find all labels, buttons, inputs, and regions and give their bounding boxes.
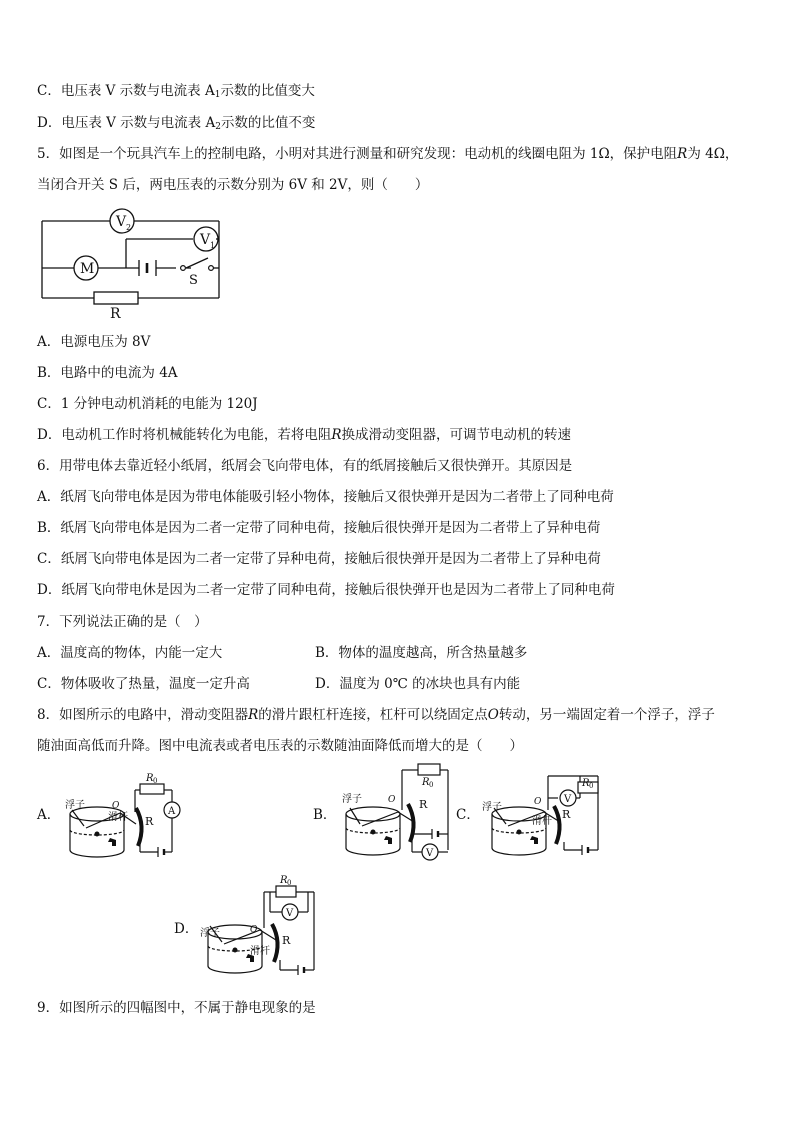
q8-diagram-d	[196, 874, 326, 982]
q7-option-a: A．温度高的物体，内能一定大	[37, 645, 223, 661]
q5-stem-line1: 5．如图是一个玩具汽车上的控制电路，小明对其进行测量和研究发现：电动机的线圈电阻为 1Ω，保护电阻R为 4Ω，	[37, 146, 739, 162]
v2-label: V	[116, 214, 127, 230]
q7-option-d: D．温度为 0℃ 的冰块也具有内能	[315, 676, 521, 692]
q5-option-d: D．电动机工作时将机械能转化为电能，若将电阻R换成滑动变阻器，可调节电动机的转速	[37, 427, 571, 443]
q5-option-b: B．电路中的电流为 4A	[37, 365, 178, 381]
voltmeter-label: V	[426, 848, 434, 859]
v2-sub: 2	[126, 223, 132, 232]
r0-sub: 0	[287, 879, 292, 887]
q6-option-c: C．纸屑飞向带电体是因为二者一定带了异种电荷，接触后很快弹开是因为二者带上了异种电荷	[37, 551, 601, 567]
r0-sub: 0	[429, 781, 434, 789]
r0-sub: 0	[589, 782, 594, 790]
q5-option-c: C．1 分钟电动机消耗的电能为 120J	[37, 396, 258, 412]
float-label: 浮子	[342, 794, 362, 805]
rheostat-label: R	[562, 808, 571, 821]
voltmeter-label: V	[564, 794, 572, 805]
r0-label: R	[422, 777, 430, 788]
q9-stem: 9．如图所示的四幅图中，不属于静电现象的是	[37, 1000, 316, 1016]
q6-stem: 6．用带电体去靠近轻小纸屑，纸屑会飞向带电体，有的纸屑接触后又很快弹开。其原因是	[37, 458, 573, 474]
q4-option-d: D．电压表 V 示数与电流表 $A_2$示数的比值不变	[37, 115, 316, 132]
r0-sub: 0	[153, 777, 158, 785]
q5-circuit-diagram	[36, 204, 232, 322]
rheostat-label: R	[282, 934, 291, 947]
q7-option-c: C．物体吸收了热量，温度一定升高	[37, 676, 250, 692]
resistor-label: R	[110, 306, 121, 322]
q8-stem-line2: 随油面高低而升降。图中电流表或者电压表的示数随油面降低而增大的是（ ）	[37, 738, 523, 754]
voltmeter-label: V	[286, 908, 294, 919]
q8-label-a: A．	[37, 807, 61, 823]
v1-label: V	[200, 232, 211, 248]
q8-label-c: C．	[456, 807, 480, 823]
pivot-label: O	[388, 795, 396, 805]
q8-stem-line1: 8．如图所示的电路中，滑动变阻器R的滑片跟杠杆连接，杠杆可以绕固定点O转动，另一端固定着一个浮子，浮子	[37, 707, 715, 723]
rheostat-label: R	[419, 798, 428, 811]
q8-diagram-c	[482, 766, 602, 864]
q4-option-c: C．电压表 V 示数与电流表 $A_1$示数的比值变大	[37, 83, 315, 100]
r0-label: R	[280, 875, 288, 886]
q6-option-d: D．纸屑飞向带电休是因为二者一定带了同种电荷，接触后很快弹开也是因为二者带上了同种电荷	[37, 582, 615, 598]
q8-label-d: D．	[174, 921, 199, 937]
q5-option-a: A．电源电压为 8V	[37, 334, 151, 350]
r0-label: R	[146, 773, 154, 784]
pivot-label: O	[250, 925, 258, 935]
q8-diagram-b	[336, 760, 456, 868]
float-label: 浮子	[482, 802, 502, 813]
q7-option-b: B．物体的温度越高，所含热量越多	[315, 645, 528, 661]
ammeter-label: A	[168, 806, 176, 817]
switch-label: S	[189, 273, 198, 288]
float-label: 浮子	[65, 800, 85, 811]
r0-label: R	[582, 778, 590, 789]
q5-stem-line2: 当闭合开关 S 后，两电压表的示数分别为 6V 和 2V，则（ ）	[37, 177, 429, 193]
rheostat-label: R	[145, 815, 154, 828]
q8-diagram-a	[60, 768, 190, 862]
float-label: 浮子	[200, 928, 220, 939]
q8-label-b: B．	[313, 807, 337, 823]
lever-label: 滑杆	[532, 816, 552, 827]
motor-label: M	[80, 261, 95, 277]
pivot-label: O	[534, 797, 542, 807]
lever-label: 滑杆	[108, 812, 128, 823]
q6-option-b: B．纸屑飞向带电体是因为二者一定带了同种电荷，接触后很快弹开是因为二者带上了异种电荷	[37, 520, 601, 536]
lever-label: 滑杆	[250, 946, 270, 957]
pivot-label: O	[112, 801, 120, 811]
q6-option-a: A．纸屑飞向带电体是因为带电体能吸引轻小物体，接触后又很快弹开是因为二者带上了同种电荷	[37, 489, 614, 505]
v1-sub: 1	[210, 241, 216, 250]
q7-stem: 7．下列说法正确的是（ ）	[37, 614, 208, 630]
